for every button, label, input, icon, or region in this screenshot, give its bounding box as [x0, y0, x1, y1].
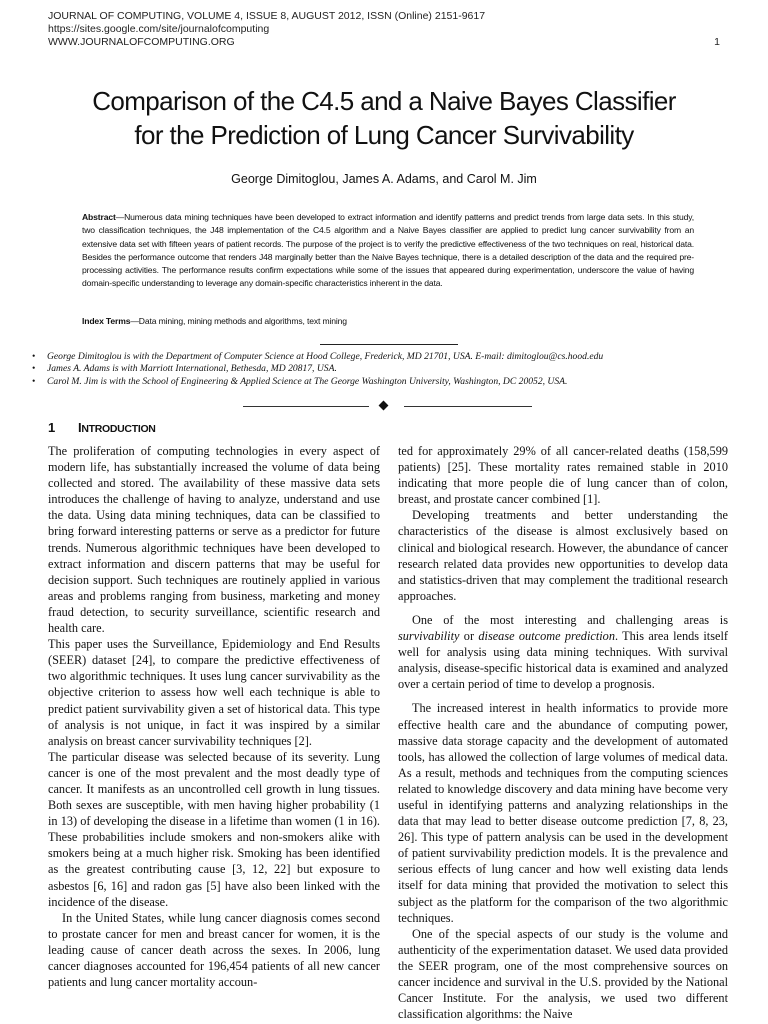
abstract-text: —Numerous data mining techniques have been developed to extract information and identify patterns and predict trends from large data sets. In this study, two classification techniques, the J48 implementation of the C4.5 algorithm and a Naive Bayes classifier are applied to predict lung cancer survivability from an extensive data set with fifteen years of patient records. The purpose of the project is to verify the predictive effectiveness of the two techniques on real, historical data. Besides the performance outcome that renders J48 marginally better than the Naive Bayes technique, there is a detailed description of the data and the required pre-processing activities. The performance results confirm expectations while some of the issues that appeared during experimentation, underscore the value of having domain-specific understanding to leverage any domain-specific characteristics inherent in the data.	[82, 212, 694, 289]
footnote-item: • James A. Adams is with Marriott International, Bethesda, MD 20817, USA.	[32, 363, 732, 375]
separator-line-right	[404, 406, 532, 407]
paper-title	[40, 84, 728, 152]
title-line-1: Comparison of the C4.5 and a Naive Bayes Classifier	[92, 86, 676, 116]
title-line-2: for the Prediction of Lung Cancer Survivability	[134, 120, 634, 150]
section-title-rest: NTRODUCTION	[81, 423, 156, 435]
section-initial: I	[78, 420, 82, 435]
right-column	[398, 443, 728, 1022]
section-separator	[0, 400, 768, 412]
paragraph: Developing treatments and better understanding the characteristics of the disease is almost exclusively based on clinical and biological research. However, the abundance of cancer research related data provides new opportunities to develop data and statistics-driven that may complement the traditional research approaches.	[398, 508, 728, 603]
separator-line-left	[243, 406, 369, 407]
paragraph: One of the special aspects of our study is the volume and authenticity of the experimentation dataset. We used data provided the SEER program, one of the most comprehensive sources on cancer incidence and survival in the U.S. provided by the National Cancer Institute. For the analysis, we used two different classification algorithms: the Naive	[398, 926, 728, 1022]
abstract-label: Abstract	[82, 212, 116, 222]
left-column	[48, 443, 380, 990]
text-run: or	[459, 629, 479, 644]
section-heading	[48, 420, 156, 435]
abstract	[82, 211, 694, 291]
emphasis-outcome-prediction: disease outcome prediction	[478, 629, 615, 644]
index-terms	[82, 316, 694, 326]
footnote-item: • Carol M. Jim is with the School of Engineering & Applied Science at The George Washington University, Washington, DC 20052, USA.	[32, 376, 732, 388]
paragraph: In the United States, while lung cancer diagnosis comes second to prostate cancer for men and breast cancer for women, it is the leading cause of cancer death across the sexes. In 2006, lung cancer diagnoses accounted for 196,454 patients of all new cancer patients and lung cancer mortality accoun-	[48, 910, 380, 990]
page-number: 1	[714, 36, 720, 48]
journal-url[interactable]: https://sites.google.com/site/journalofcomputing	[48, 23, 270, 35]
paragraph	[398, 612, 728, 692]
paragraph: ted for approximately 29% of all cancer-related deaths (158,599 patients) [25]. These mortality rates remained stable in 2010 indicating that more people die of lung cancer than of colon, breast, and prostate cancer combined [1].	[398, 444, 728, 507]
paragraph: This paper uses the Surveillance, Epidemiology and End Results (SEER) dataset [24], to compare the predictive effectiveness of two algorithmic techniques. It uses lung cancer survivability as the objective criterion to assess how well each technique is able to predict patient survivability given a set of historical data. This type of analysis is not unique, in fact it was inspired by a similar analysis on breast cancer survivability techniques [2].	[48, 637, 380, 748]
paragraph: The proliferation of computing technologies in every aspect of modern life, has substantially increased the volume of data being collected and stored. The availability of these massive data sets introduces the challenge of having to analyze, understand and use the data. Using data mining techniques, data can be classified to bring forward interesting patterns or serve as a predictor for future trends. Numerous algorithmic techniques have been developed to extract information and discern patterns that may be useful for decision support. Such techniques are routinely applied in various areas and problems ranging from business, marketing and money fraud detection, to security surveillance, scientific research and health care.	[48, 444, 380, 636]
section-number: 1	[48, 420, 55, 435]
divider	[320, 344, 458, 345]
text-run: . This area lends itself well for analysis using data mining techniques. With survival analysis, disease-specific historical data is examined and analyzed over a certain period of time to develop a prognosis.	[398, 629, 728, 692]
running-header	[48, 10, 720, 49]
footnote-item: • George Dimitoglou is with the Department of Computer Science at Hood College, Frederick, MD 21701, USA. E-mail: dimitoglou@cs.hood.edu	[32, 351, 732, 363]
paragraph: The particular disease was selected because of its severity. Lung cancer is one of the most prevalent and the most deadly type of cancer. It manifests as an uncontrolled cell growth in lung tissues. Both sexes are susceptible, with men having higher probability (1 in 13) of developing the disease in a lifetime than women (1 in 16). These probabilities include smokers and non-smokers alike with smokers being at a much higher risk. Smoking has been identified as the greatest contributing cause [3, 12, 22] but exposure to asbestos [6, 16] and radon gas [5] have also been linked with the incidence of the disease.	[48, 749, 380, 909]
index-terms-label: Index Terms	[82, 316, 131, 326]
author-footnotes	[32, 351, 732, 388]
emphasis-survivability: survivability	[398, 629, 460, 644]
index-terms-text: —Data mining, mining methods and algorithms, text mining	[130, 316, 347, 326]
authors: George Dimitoglou, James A. Adams, and Carol M. Jim	[231, 172, 537, 186]
paragraph: The increased interest in health informatics to provide more effective health care and the abundance of computing power, massive data storage capacity and the development of automated tools, has allowed the collection of large volumes of medical data. As a result, methods and techniques from the computing sciences related to knowledge discovery and data mining have become very useful in identifying patterns and analyzing relationships in the data that may lead to better disease outcome prediction [7, 8, 23, 26]. This type of pattern analysis can be used in the development of patient survivability prediction models. It is the prevalence and serious effects of lung cancer and how well existing data lends itself for data mining that provided the motivation to select this subject as the platform for the comparison of the two algorithmic techniques.	[398, 701, 728, 925]
journal-website[interactable]: WWW.JOURNALOFCOMPUTING.ORG	[48, 36, 235, 48]
diamond-icon	[379, 401, 389, 411]
text-run: One of the most interesting and challenging areas is	[412, 612, 728, 627]
journal-info: JOURNAL OF COMPUTING, VOLUME 4, ISSUE 8, AUGUST 2012, ISSN (Online) 2151-9617	[48, 10, 486, 22]
